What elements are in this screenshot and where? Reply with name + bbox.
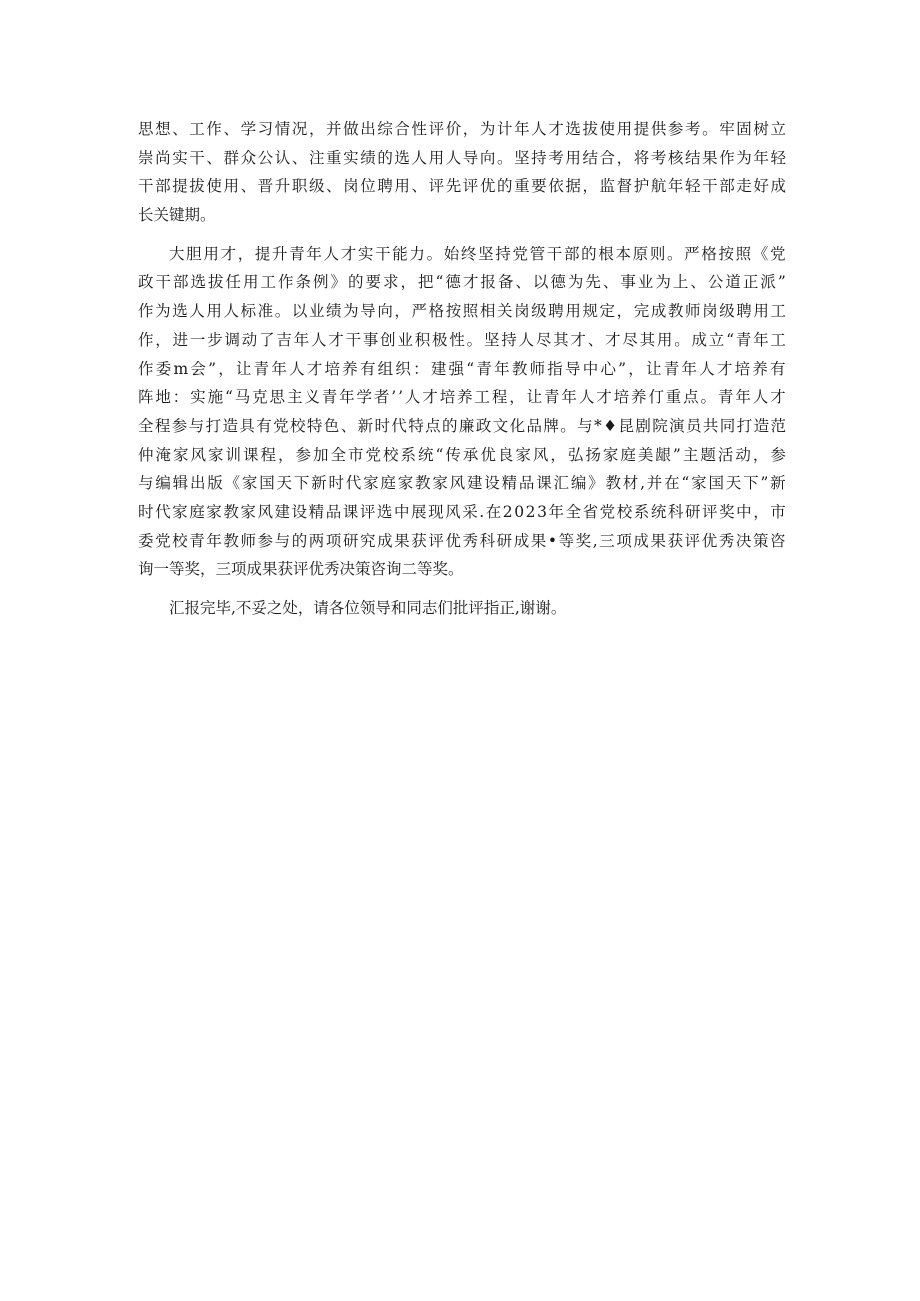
text-line: 作 委 m 会 ” ， 让 青 年 人 才 培 养 有 组 织 ： 建 强 “ 青 年 教 师 指 导 中 心 ” ， 让 青 年 人 才 培 养 有 (138, 359, 786, 378)
paragraph-spacer (138, 584, 786, 594)
text-line: 阵 地 ： 实 施 “ 马 克 思 主 义 青 年 学 者 ’ ’ 人 才 培 养 工 程 ， 让 青 年 人 才 培 养 仃 重 点 。 青 年 人 才 (138, 388, 786, 407)
text-line: 汇报完毕,不妥之处，请各位领导和同志们批评指正,谢谢。 (169, 599, 567, 617)
text-line: 仲 淹 家 风 家 训 课 程 ， 参 加 全 市 党 校 系 统 “ 传 承 优 良 家 风 ， 弘 扬 家 庭 美 龈 ” 主 题 活 动 ， 参 (138, 445, 786, 464)
text-line: 时 代 家 庭 家 教 家 风 建 设 精 品 课 评 选 中 展 现 风 采 . 在 2 0 2 3 年 全 省 党 校 系 统 科 研 评 奖 中 ， 市 (138, 502, 786, 521)
text-line: 政 干 部 选 拔 任 用 工 作 条 例 》 的 要 求 ， 把 “ 德 才 报 备 、 以 德 为 先 、 事 业 为 上 、 公 道 正 派 ” (138, 273, 786, 292)
text-line: 委 党 校 青 年 教 师 参 与 的 两 项 研 究 成 果 获 评 优 秀 科 研 成 果 • 等 奖 , 三 项 成 果 获 评 优 秀 决 策 咨 (138, 531, 786, 550)
text-line: 询一等奖，三项成果获评优秀决策咨询二等奖。 (138, 560, 464, 579)
text-line: 全 程 参 与 打 造 具 有 党 校 特 色 、 新 时 代 特 点 的 廉 政 文 化 品 牌 。 与 * ♦ 昆 剧 院 演 员 共 同 打 造 范 (138, 416, 786, 435)
paragraph-1 (138, 115, 786, 230)
text-line: 长关键期。 (138, 206, 216, 225)
text-line: 干 部 提 拔 使 用 、 晋 升 职 级 、 岗 位 聘 用 、 评 先 评 优 的 重 要 依 据 ， 监 督 护 航 年 轻 干 部 走 好 成 (138, 177, 786, 196)
text-line: 大 胆 用 才 ， 提 升 青 年 人 才 实 干 能 力 。 始 终 坚 持 党 管 干 部 的 根 本 原 则 。 严 格 按 照 《 党 (169, 244, 786, 263)
paragraph-spacer (138, 230, 786, 240)
document-body (138, 115, 786, 623)
paragraph-3 (138, 594, 786, 623)
text-line: 作 ， 进 一 步 调 动 了 吉 年 人 才 干 事 创 业 积 极 性 。 坚 持 人 尽 其 才 、 才 尽 其 用 。 成 立 “ 青 年 工 (138, 330, 786, 349)
text-line: 与 编 辑 出 版 《 家 国 天 下 新 时 代 家 庭 家 教 家 风 建 设 精 品 课 汇 编 》 教 材 , 并 在 “ 家 国 天 下 ” 新 (138, 474, 786, 493)
paragraph-2 (138, 240, 786, 584)
text-line: 崇 尚 实 干 、 群 众 公 认 、 注 重 实 绩 的 选 人 用 人 导 向 。 坚 持 考 用 结 合 ， 将 考 核 结 果 作 为 年 轻 (138, 148, 786, 167)
text-line: 作 为 选 人 用 人 标 准 。 以 业 绩 为 导 向 ， 严 格 按 照 相 关 岗 级 聘 用 规 定 ， 完 成 教 师 岗 级 聘 用 工 (138, 302, 786, 321)
text-line: 思 想 、 工 作 、 学 习 情 况 ， 并 做 出 综 合 性 评 价 ， 为 计 年 人 才 选 拔 使 用 提 供 参 考 。 牢 固 树 立 (138, 120, 786, 138)
